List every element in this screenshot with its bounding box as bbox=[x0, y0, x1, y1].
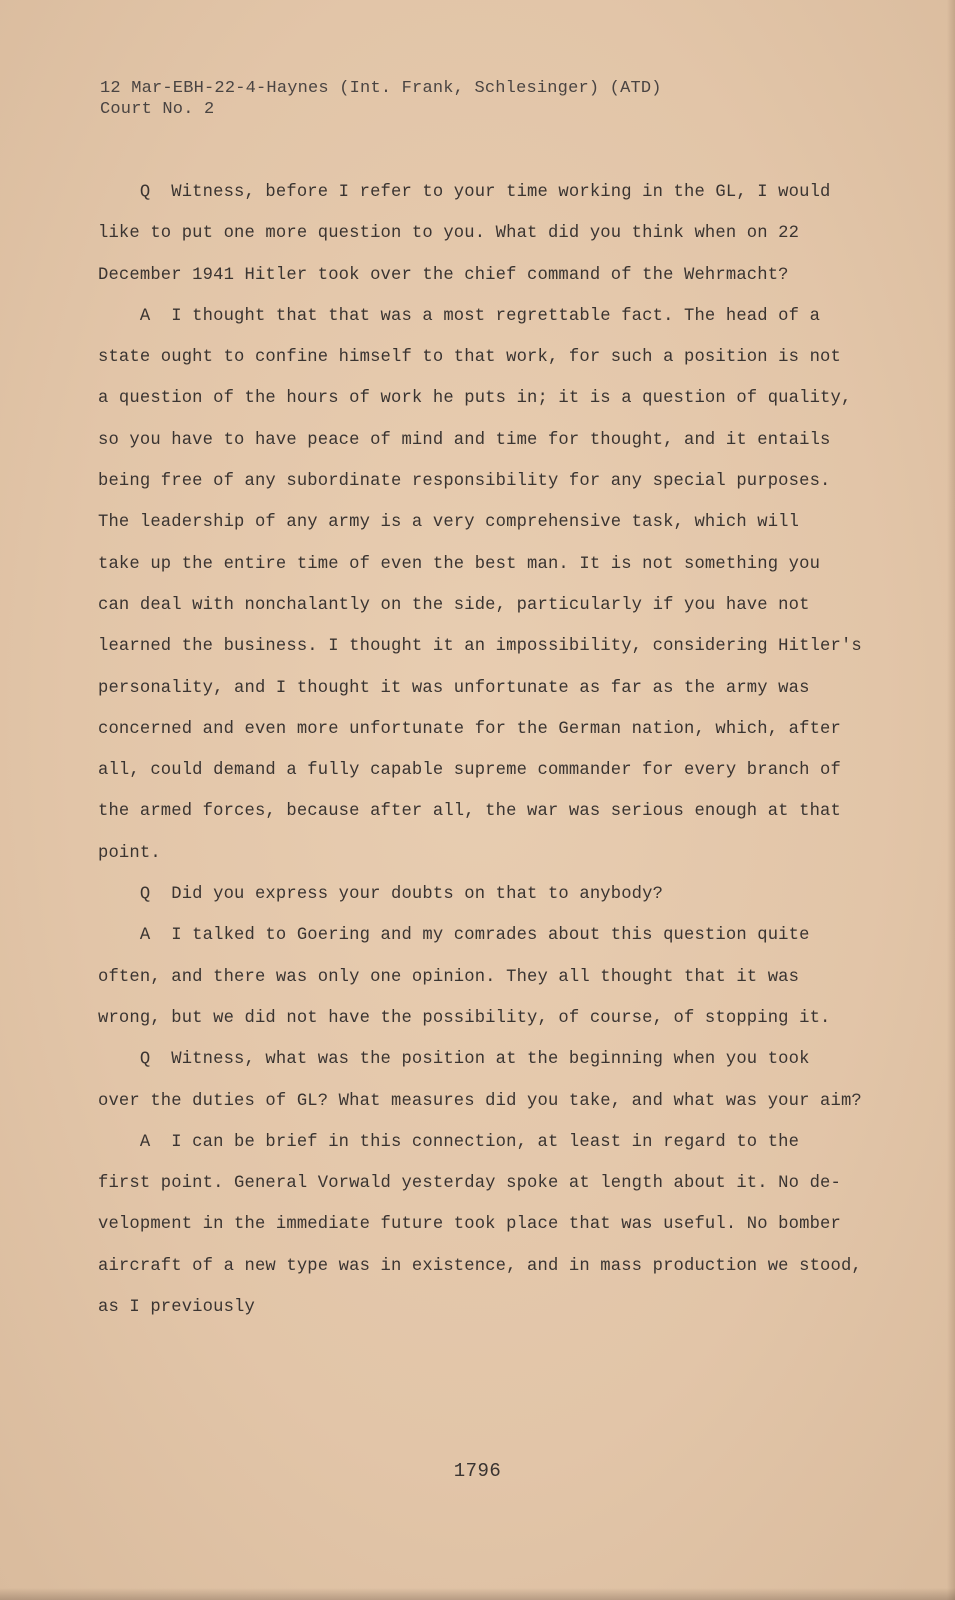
page-edge-shadow bbox=[947, 0, 955, 1600]
transcript-line: point. bbox=[98, 843, 161, 863]
transcript-line: velopment in the immediate future took place that was useful. No bomber bbox=[98, 1215, 841, 1235]
transcript-line: wrong, but we did not have the possibility, of course, of stopping it. bbox=[98, 1008, 831, 1028]
transcript-line: so you have to have peace of mind and time for thought, and it entails bbox=[98, 430, 831, 450]
transcript-line: December 1941 Hitler took over the chief command of the Wehrmacht? bbox=[98, 265, 789, 285]
transcript-line: The leadership of any army is a very comprehensive task, which will bbox=[98, 513, 800, 533]
transcript-line: aircraft of a new type was in existence, and in mass production we stood, bbox=[98, 1256, 862, 1276]
transcript-line: Q Did you express your doubts on that to anybody? bbox=[98, 885, 664, 905]
transcript-line: state ought to confine himself to that work, for such a position is not bbox=[98, 348, 841, 368]
page-bottom-shadow bbox=[0, 1588, 955, 1600]
page-number: 1796 bbox=[453, 1460, 502, 1482]
transcript-line: being free of any subordinate responsibility for any special purposes. bbox=[98, 472, 831, 492]
transcript-line: A I can be brief in this connection, at least in regard to the bbox=[98, 1132, 800, 1152]
transcript-line: the armed forces, because after all, the war was serious enough at that bbox=[98, 802, 841, 822]
transcript-line: can deal with nonchalantly on the side, particularly if you have not bbox=[98, 595, 810, 615]
transcript-line: like to put one more question to you. What did you think when on 22 bbox=[98, 224, 800, 244]
transcript-line: often, and there was only one opinion. They all thought that it was bbox=[98, 967, 800, 987]
document-header bbox=[100, 78, 662, 120]
transcript-line: take up the entire time of even the best man. It is not something you bbox=[98, 554, 821, 574]
transcript-line: a question of the hours of work he puts in; it is a question of quality, bbox=[98, 389, 852, 409]
transcript-line: as I previously bbox=[98, 1298, 255, 1318]
transcript-line: Q Witness, what was the position at the beginning when you took bbox=[98, 1050, 810, 1070]
header-reference-line: 12 Mar-EBH-22-4-Haynes (Int. Frank, Schlesinger) (ATD) bbox=[100, 79, 662, 98]
transcript-line: over the duties of GL? What measures did you take, and what was your aim? bbox=[98, 1091, 862, 1111]
transcript-line: A I talked to Goering and my comrades about this question quite bbox=[98, 926, 810, 946]
transcript-line: first point. General Vorwald yesterday spoke at length about it. No de- bbox=[98, 1174, 841, 1194]
transcript-line: all, could demand a fully capable supreme commander for every branch of bbox=[98, 761, 841, 781]
transcript-line: concerned and even more unfortunate for the German nation, which, after bbox=[98, 719, 841, 739]
header-court-line: Court No. 2 bbox=[100, 100, 215, 119]
transcript-line: Q Witness, before I refer to your time working in the GL, I would bbox=[98, 183, 831, 202]
transcript-body bbox=[98, 172, 862, 1328]
transcript-line: learned the business. I thought it an impossibility, considering Hitler's bbox=[98, 637, 862, 657]
transcript-line: personality, and I thought it was unfortunate as far as the army was bbox=[98, 678, 810, 698]
transcript-line: A I thought that that was a most regrettable fact. The head of a bbox=[98, 306, 821, 326]
